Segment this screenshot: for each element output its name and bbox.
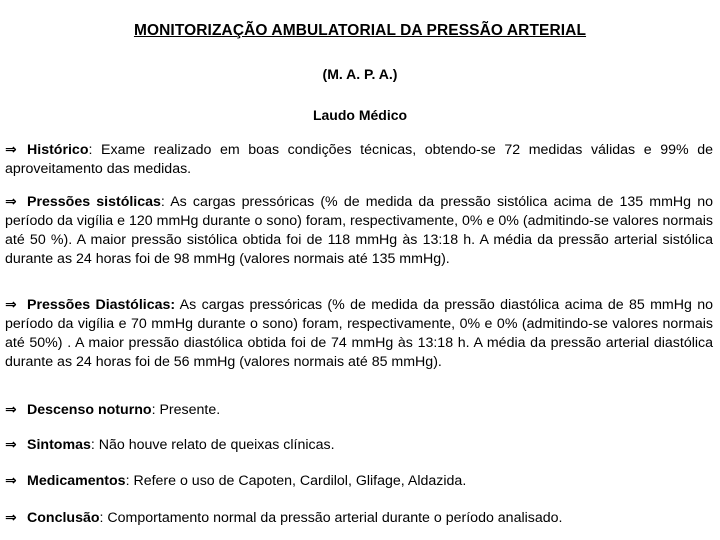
section-descenso-noturno: [5, 401, 713, 420]
section-label: Histórico: [27, 142, 89, 158]
section-sintomas: [5, 436, 713, 455]
arrow-icon: ⇒: [5, 142, 17, 158]
section-label: Conclusão: [27, 510, 100, 526]
section-historico: [5, 141, 713, 179]
arrow-icon: ⇒: [5, 402, 17, 418]
report-label: Laudo Médico: [312, 107, 408, 123]
arrow-icon: ⇒: [5, 194, 17, 210]
section-text: : Exame realizado em boas condições técnicas, obtendo-se 72 medidas válidas e 99% de aproveitamento das medidas.: [5, 142, 713, 177]
section-pressoes-diastolicas: [5, 296, 713, 372]
section-label: Pressões sistólicas: [27, 194, 161, 210]
section-text: : Comportamento normal da pressão arterial durante o período analisado.: [99, 510, 563, 526]
section-text: : Presente.: [151, 402, 221, 418]
page-subtitle: (M. A. P. A.): [322, 66, 398, 82]
section-conclusao: [5, 509, 713, 528]
section-label: Medicamentos: [27, 473, 126, 489]
arrow-icon: ⇒: [5, 437, 17, 453]
section-pressoes-sistolicas: [5, 193, 713, 269]
arrow-icon: ⇒: [5, 510, 17, 526]
section-medicamentos: [5, 472, 713, 491]
arrow-icon: ⇒: [5, 297, 17, 313]
section-text: : Não houve relato de queixas clínicas.: [90, 437, 335, 453]
section-label: Sintomas: [27, 437, 91, 453]
arrow-icon: ⇒: [5, 473, 17, 489]
section-text: : As cargas pressóricas (% de medida da pressão sistólica acima de 135 mmHg no período da vigília e 120 mmHg durante o sono) foram, respectivamente, 0% e 0% (admitindo-se valores normais até 50 %). A maior pressão sistólica obtida foi de 118 mmHg às 13:18 h. A média da pressão arterial sistólica durante as 24 horas foi de 98 mmHg (valores normais até 135 mmHg).: [5, 194, 713, 267]
section-label: Descenso noturno: [27, 402, 152, 418]
section-label: Pressões Diastólicas:: [27, 297, 176, 313]
section-text: As cargas pressóricas (% de medida da pressão diastólica acima de 85 mmHg no período da vigília e 70 mmHg durante o sono) foram, respectivamente, 0% e 0% (admitindo-se valores normais até 50%) . A maior pressão diastólica obtida foi de 74 mmHg às 13:18 h. A média da pressão arterial diastólica durante as 24 horas foi de 56 mmHg (valores normais até 85 mmHg).: [5, 297, 714, 370]
page-title: MONITORIZAÇÃO AMBULATORIAL DA PRESSÃO ARTERIAL: [133, 22, 587, 39]
section-text: : Refere o uso de Capoten, Cardilol, Glifage, Aldazida.: [125, 473, 467, 489]
